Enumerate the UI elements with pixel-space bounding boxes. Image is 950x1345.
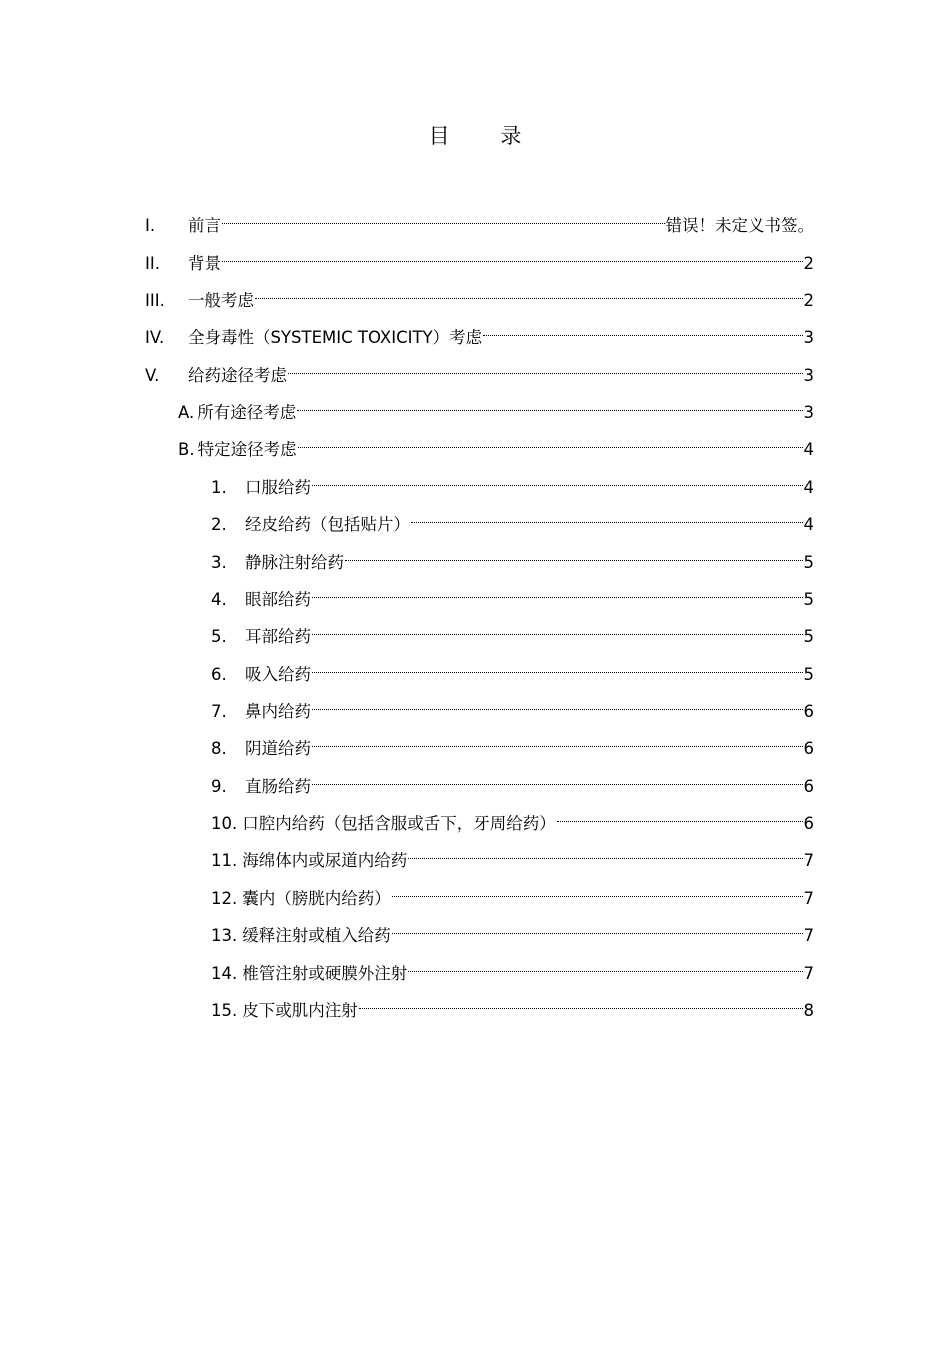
toc-entry-label: 静脉注射给药 [245, 553, 344, 572]
toc-entry-number: 2. [211, 515, 227, 534]
toc-entry-number: 8. [211, 739, 227, 758]
toc-entry-number: 14. [211, 964, 238, 983]
toc-entry-page: 5 [803, 665, 814, 684]
toc-entry-number: 10. [211, 814, 238, 833]
toc-entry-label: 吸入给药 [245, 665, 311, 684]
toc-entry[interactable] [211, 880, 814, 908]
toc-entry[interactable] [145, 207, 814, 235]
dot-leader [222, 245, 803, 269]
toc-entry-number: 12. [211, 889, 238, 908]
toc-entry-page: 错误！未定义书签。 [665, 216, 814, 235]
dot-leader [557, 805, 803, 829]
toc-entry-label: 椎管注射或硬膜外注射 [242, 964, 408, 983]
toc-entry[interactable] [211, 618, 814, 646]
toc-entry-page: 7 [803, 851, 814, 870]
toc-entry-page: 4 [803, 515, 814, 534]
toc-entry-label: 鼻内给药 [245, 702, 311, 721]
toc-entry-number: 4. [211, 590, 227, 609]
toc-entry[interactable] [211, 768, 814, 796]
toc-entry[interactable] [211, 955, 814, 983]
toc-entry-number: I. [145, 216, 156, 235]
toc-entry-number: 1. [211, 478, 227, 497]
dot-leader [255, 282, 803, 306]
toc-entry[interactable] [211, 656, 814, 684]
toc-entry[interactable] [211, 544, 814, 572]
toc-entry-number: III. [145, 291, 165, 310]
toc-entry-label: 所有途径考虑 [197, 403, 297, 422]
dot-leader [408, 955, 802, 979]
toc-entry-label: 囊内（膀胱内给药） [242, 889, 391, 908]
toc-entry-label: 经皮给药（包括贴片） [245, 515, 410, 534]
toc-entry-number: IV. [145, 328, 165, 347]
toc-entry-number: B. [178, 440, 195, 459]
dot-leader [312, 768, 803, 792]
toc-entry-number: 15. [211, 1001, 238, 1020]
toc-entry[interactable] [211, 917, 814, 945]
toc-entry-label: 前言 [188, 216, 221, 235]
toc-entry[interactable] [211, 805, 814, 833]
page-title: 目 录 [428, 124, 544, 148]
toc-entry-label: 特定途径考虑 [197, 440, 297, 459]
toc-entry-label: 全身毒性（SYSTEMIC TOXICITY）考虑 [188, 328, 483, 347]
toc-entry-label: 缓释注射或植入给药 [242, 926, 391, 945]
toc-entry-number: 11. [211, 851, 238, 870]
toc-entry-page: 3 [803, 328, 814, 347]
toc-entry-number: 13. [211, 926, 238, 945]
toc-entry-page: 6 [803, 814, 814, 833]
toc-entry-number: 3. [211, 553, 227, 572]
dot-leader [297, 394, 802, 418]
toc-entry-page: 4 [803, 440, 814, 459]
toc-entry-number: 9. [211, 777, 227, 796]
toc-entry-page: 2 [803, 254, 814, 273]
toc-entry-number: II. [145, 254, 160, 273]
toc-entry-label: 给药途径考虑 [188, 366, 287, 385]
toc-entry-number: A. [178, 403, 195, 422]
toc-entry-label: 直肠给药 [245, 777, 311, 796]
dot-leader [411, 506, 803, 530]
toc-entry-page: 7 [803, 889, 814, 908]
toc-entry[interactable] [211, 581, 814, 609]
toc-entry-page: 6 [803, 739, 814, 758]
dot-leader [312, 581, 803, 605]
toc-entry[interactable] [145, 357, 814, 385]
toc-entry-page: 6 [803, 777, 814, 796]
toc-entry[interactable] [211, 730, 814, 758]
dot-leader [359, 992, 803, 1016]
toc-entry-label: 耳部给药 [245, 627, 311, 646]
dot-leader [345, 544, 803, 568]
dot-leader [298, 431, 803, 455]
toc-entry[interactable] [211, 693, 814, 721]
toc-entry-label: 背景 [188, 254, 221, 273]
toc-entry-number: V. [145, 366, 160, 385]
toc-entry-page: 3 [803, 366, 814, 385]
toc-entry-page: 7 [803, 926, 814, 945]
toc-entry[interactable] [178, 431, 814, 459]
toc-entry[interactable] [211, 506, 814, 534]
toc-entry-page: 3 [803, 403, 814, 422]
toc-entry-page: 5 [803, 627, 814, 646]
dot-leader [222, 207, 665, 231]
dot-leader [483, 319, 802, 343]
toc-entry-number: 7. [211, 702, 227, 721]
toc-entry[interactable] [211, 842, 814, 870]
dot-leader [408, 842, 802, 866]
toc-entry-label: 口服给药 [245, 478, 311, 497]
dot-leader [312, 469, 803, 493]
toc-entry-page: 5 [803, 590, 814, 609]
toc-entry[interactable] [145, 282, 814, 310]
toc-entry-label: 阴道给药 [245, 739, 311, 758]
dot-leader [312, 730, 803, 754]
dot-leader [312, 693, 803, 717]
dot-leader [288, 357, 803, 381]
toc-entry-page: 5 [803, 553, 814, 572]
dot-leader [392, 880, 803, 904]
toc-entry[interactable] [178, 394, 814, 422]
toc-entry-number: 5. [211, 627, 227, 646]
dot-leader [312, 656, 803, 680]
toc-entry-label: 眼部给药 [245, 590, 311, 609]
toc-entry-page: 4 [803, 478, 814, 497]
toc-entry[interactable] [145, 319, 814, 347]
toc-entry-label: 海绵体内或尿道内给药 [242, 851, 408, 870]
toc-entry-page: 2 [803, 291, 814, 310]
toc-entry-page: 6 [803, 702, 814, 721]
dot-leader [312, 618, 803, 642]
toc-entry-page: 8 [803, 1001, 814, 1020]
dot-leader [392, 917, 803, 941]
toc-entry-page: 7 [803, 964, 814, 983]
toc-entry-label: 口腔内给药（包括含服或舌下，牙周给药） [242, 814, 556, 833]
toc-entry-number: 6. [211, 665, 227, 684]
toc-entry-label: 皮下或肌内注射 [242, 1001, 358, 1020]
toc-entry[interactable] [211, 992, 814, 1020]
toc-entry-label: 一般考虑 [188, 291, 254, 310]
toc-entry[interactable] [145, 245, 814, 273]
toc-entry[interactable] [211, 469, 814, 497]
